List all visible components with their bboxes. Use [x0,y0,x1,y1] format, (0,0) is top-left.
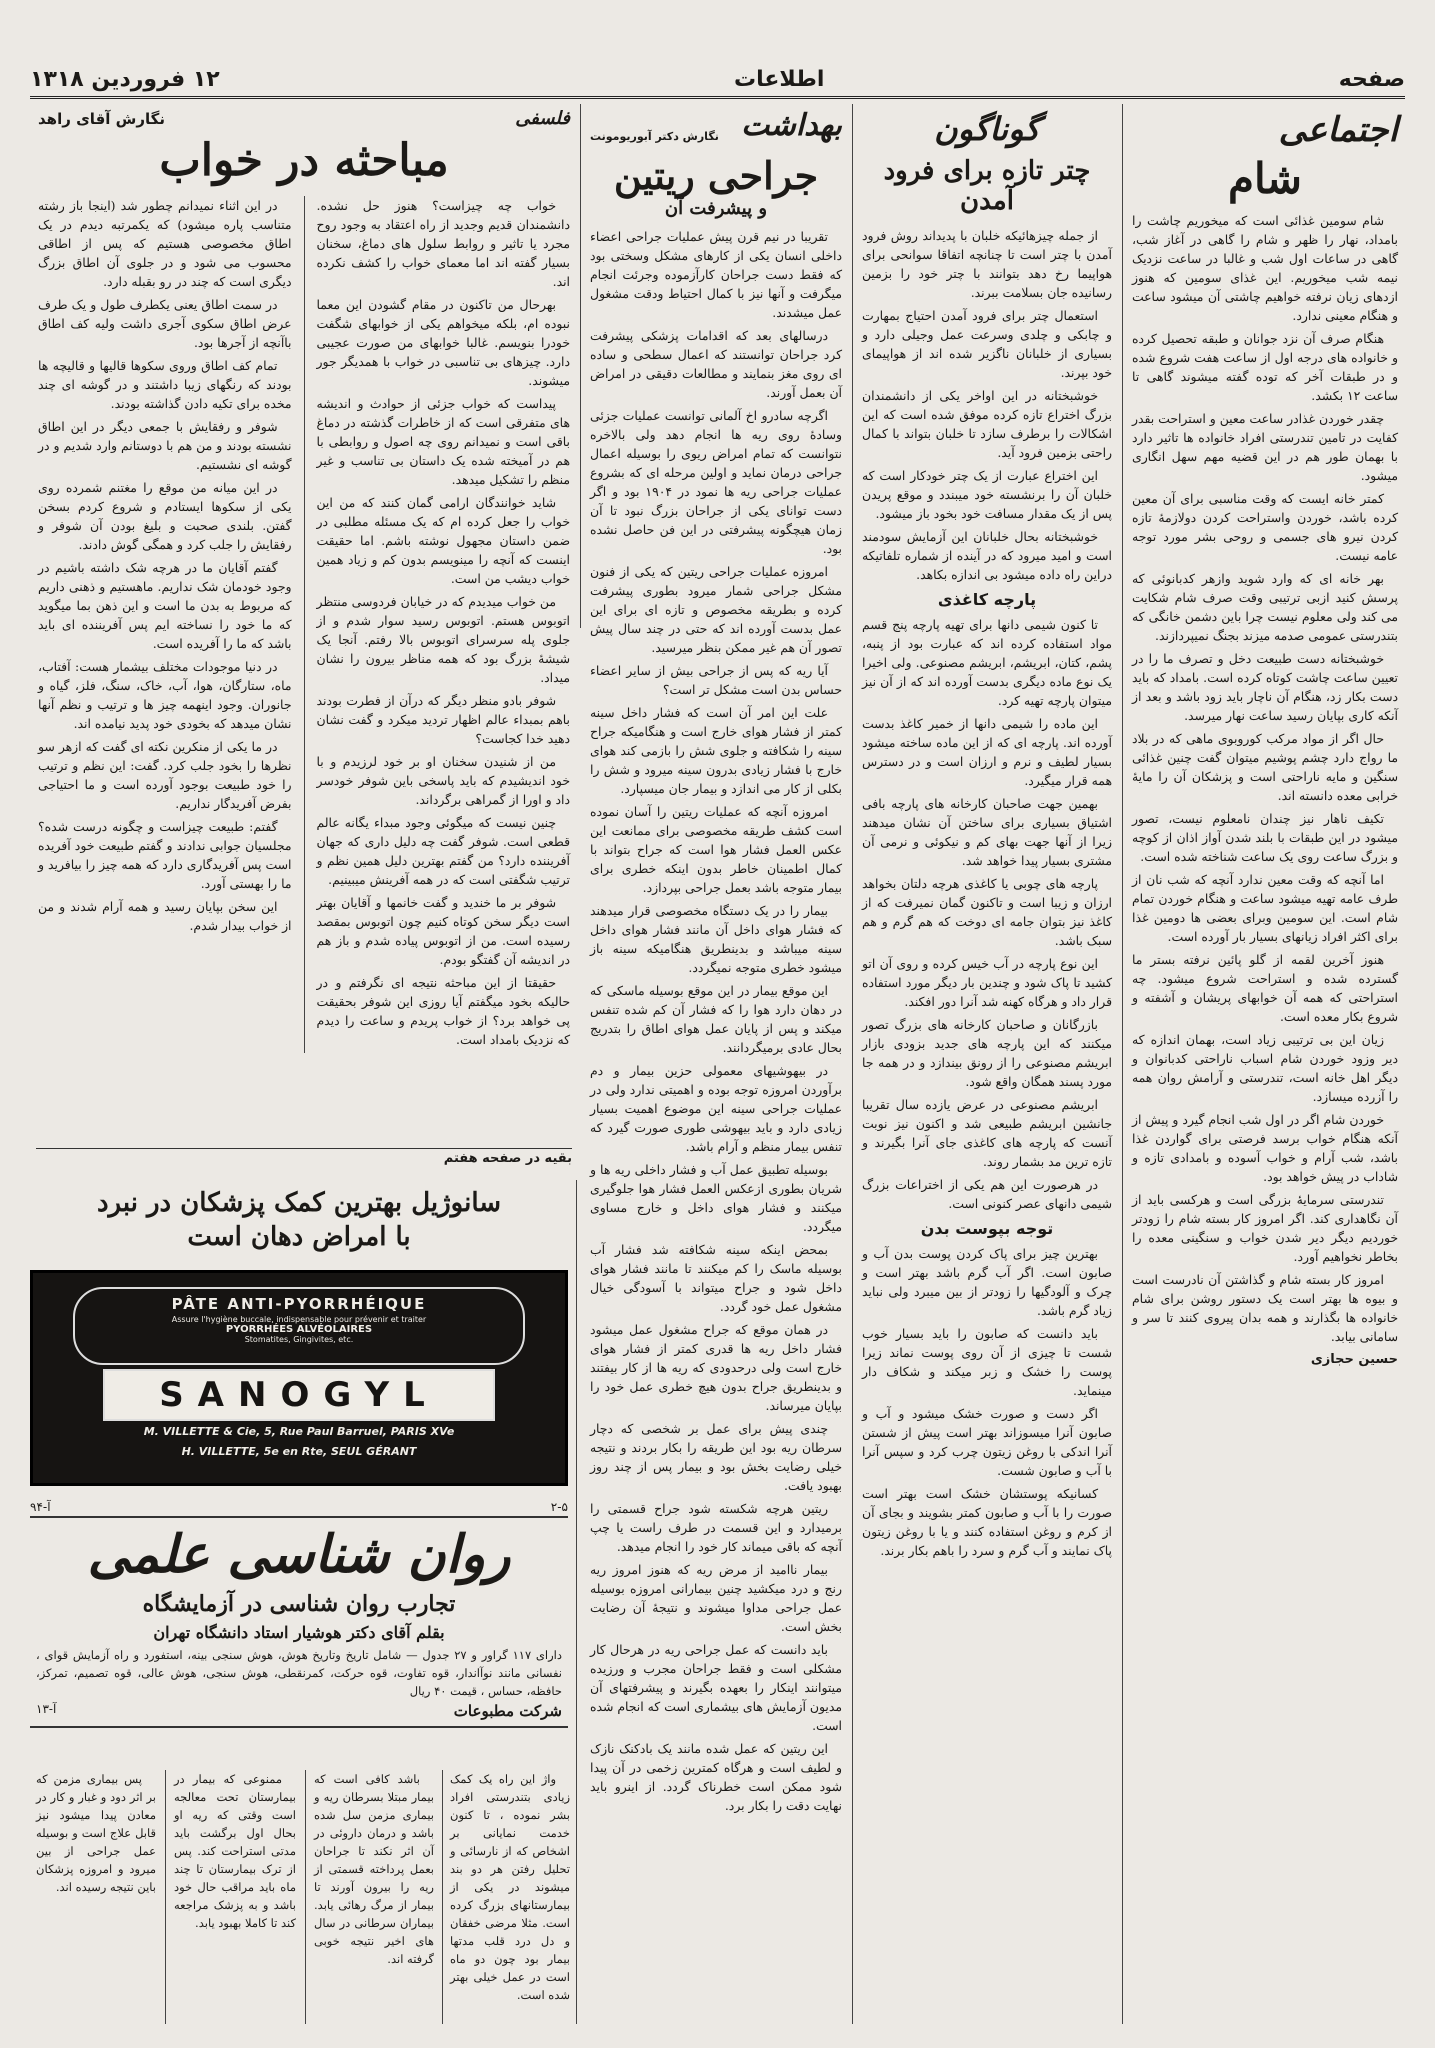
paragraph: تا کنون شیمی دانها برای تهیه پارچه پنج قسم مواد استفاده کرده اند که عبارت بود از پنبه، پشم، کتان، ابریشم، ابریشم مصنوعی. ولی اخیرا یک نوع ماده دیگری بدست آورده اند که از آن نیز میتوان پارچه تهیه کرد. [862,617,1112,708]
ad-headline-2: با امراض دهان است [187,1222,411,1252]
paragraph: بهرحال من تاکنون در مقام گشودن این معما نبوده ام، بلکه میخواهم یکی از خوابهای شگفت خودرا بنویسم. غالبا خوابهای من صورت عجیبی دارد. چیزهای بی تناسبی در خواب با همدیگر جور میشوند. [316,297,570,388]
paragraph: تندرستی سرمایهٔ بزرگی است و هرکسی باید از آن نگاهداری کند. اگر امروز کار بسته شام را زودتر خوردیم دیگر دیر شدن خواب و سنگینی معده را بخاطر نخواهیم آورد. [1132,1192,1398,1264]
paragraph: باید دانست که عمل جراحی ریه در هرحال کار مشکلی است و فقط جراحان مجرب و ورزیده میتوانند اینکار را بعهده بگیرند و پیشرفتهای آن مدیون آزمایش های بیشماری است که انجام شده است. [590,1642,842,1733]
paragraph: از جمله چیزهائیکه خلبان با پدیداند روش فرود آمدن با چتر است تا چنانچه اتفاقا سوانحی برای هواپیما رخ دهد بتوانند با چتر خود را بزمین رسانیده جان بسلامت ببرند. [862,228,1112,300]
article-signature: حسین حجازی [1310,1352,1398,1367]
article-subtitle: و پیشرفت آن [664,198,768,219]
paragraph: این موقع بیمار در این موقع بوسیله ماسکی که در دهان دارد هوا را که فشار آن کم شده تنفس میکند و پس از پایان عمل هوای اطاق را بتدریج بحال عادی برمیگردانند. [590,983,842,1055]
paragraph: بیمار ناامید از مرض ریه که هنوز امروز ریه رنج و درد میکشید چنین بیمارانی امروزه بوسیله عمل جراحی مداوا میشوند و نتیجهٔ آن رضایت بخش است. [590,1562,842,1634]
paragraph: در این اثناء نمیدانم چطور شد (اینجا باز رشته متناسب پاره میشود) که یکمرتبه دیدم در یک اطاق مخصوصی هستیم که پس از اطاقی محسوب می شود و در جلوی آن اطاق بزرگ دیگری است که چند در رو بقبله دارد. [38,198,292,289]
article-byline: نگارش دکتر آبوریومونت [590,130,719,143]
paragraph: علت این امر آن است که فشار داخل سینه کمتر از فشار هوای خارج است و هنگامیکه جراح سینه را شکافته و جلوی شش را بازمی کند هوای خارج با فشار زیادی بدرون سینه میرود و شش را بکلی از کار می اندازد و بیمار جان میسپارد. [590,705,842,796]
paragraph: ابریشم مصنوعی در عرض یازده سال تقریبا جانشین ابریشم طبیعی شد و اکنون نیز نوبت آنست که پارچه های کاغذی جای آنرا بگیرند و تازه ترین مد بشمار روند. [862,1097,1112,1169]
paragraph: حقیقتا از این مباحثه نتیجه ای نگرفتم و در حالیکه بخود میگفتم آیا روزی این شوفر بحقیقت پی خواهد برد؟ از خواب پریدم و ساعت را دیدم که نزدیک بامداد است. [316,975,570,1047]
page-label: صفحه [1338,66,1405,92]
paragraph: در سمت اطاق یعنی یکطرف طول و یک طرف عرض اطاق سکوی آجری داشت ولیه کف اطاق باآنچه از آجرها بود. [38,297,292,350]
paragraph: چنین نیست که میگوئی وجود مبداء یگانه عالم قطعی است. شوفر گفت چه دلیل داری که جهان آفریننده دارد؟ من گفتم بهترین دلیل همین نظم و ترتیب شگفتی است که در همه آفرینش میبینیم. [316,815,570,887]
paragraph: این ریتین که عمل شده مانند یک بادکنک نازک و لطیف است و هرگاه کمترین زخمی در آن پیدا شود ممکن است خطرناک گردد. از اینرو باید نهایت دقت را بکار برد. [590,1741,842,1813]
book-author: بقلم آقای دکتر هوشیار استاد دانشگاه تهران [153,1623,445,1642]
paragraph: امروزه آنچه که عملیات ریتین را آسان نموده است کشف طریقه مخصوصی برای ممانعت این عکس العمل فشار هوا است که جراح بتواند با کمال اطمینان خاطر بدون اینکه خطری برای بیمار متوجه باشد بعمل جراحی بپردازد. [590,804,842,895]
category-title: بهداشت [741,108,842,143]
paragraph: بمحض اینکه سینه شکافته شد فشار آب بوسیله ماسک را کم میکنند تا مانند فشار هوای داخل شود و جراح میتواند با آسودگی خیال مشغول عمل خود گردد. [590,1242,842,1314]
bottom-column [168,1770,302,2024]
paragraph: خوشبختانه در این اواخر یکی از دانشمندان بزرگ اختراع تازه کرده موفق شده است که این اشکالات را برطرف سازد تا خلبان بتواند با کمال راحتی بزمین فرود آید. [862,388,1112,460]
paragraph: حال اگر از مواد مرکب کوروبوی ماهی که در بلاد ما رواج دارد چشم پوشیم میتوان گفت چنین غذائی سنگین و مایه ناراحتی است و پزشکان آن را مایهٔ خرابی معده دانسته اند. [1132,731,1398,803]
paragraph: باید دانست که صابون را باید بسیار خوب شست تا چیزی از آن روی پوست نماند زیرا پوست را خشک و زبر میکند و شکاف دار مینماید. [862,1326,1112,1398]
paragraph: زیان این بی ترتیبی زیاد است، بهمان اندازه که دیر وزود خوردن شام اسباب ناراحتی کدبانوان و دیگر اهل خانه است، تندرستی و آرامش روان همه را آزرده میسازد. [1132,1032,1398,1104]
maker-line: H. VILLETTE, 5e en Rte, SEUL GÉRANT [181,1445,417,1458]
paragraph: تمام کف اطاق وروی سکوها قالیها و قالیچه ها بودند که رنگهای زیبا داشتند و در گوشه ای چند مخده برای تکیه دادن گذاشته بودند. [38,358,292,411]
paragraph: ممنوعی که بیمار در بیمارستان تحت معالجه است وقتی که ریه او بحال اول برگشت باید مدتی استراحت کند. پس از ترک بیمارستان تا چند ماه باید مراقب حال خود باشد و به پزشک مراجعه کند تا کاملا بهبود یابد. [174,1772,296,1930]
paragraph: پیداست که خواب جزئی از حوادث و اندیشه های متفرقی است که از خاطرات گذشته در دماغ باقی است و نمیدانم روی چه اصول و روابطی با هم در آمیخته شده یک داستان بی تناسب و غیر منظم را تشکیل میدهد. [316,396,570,487]
paragraph: شاید خوانندگان ارامی گمان کنند که من این خواب را جعل کرده ام که یک مسئله مطلبی در ضمن داستان مجهول نوشته باشم. اما حقیقت اینست که آنچه را مینویسم بدون کم و زیاد همین خواب دیشب من است. [316,495,570,586]
paragraph: بوسیله تطبیق عمل آب و فشار داخلی ریه ها و شریان بطوری ازعکس العمل فشار هوا جلوگیری میکنند و فشار هوای داخل و خارج مساوی میگردد. [590,1162,842,1234]
box-line: Assure l'hygiène buccale, indispensable pour prévenir et traiter [171,1315,427,1324]
box-line: Stomatites, Gingivites, etc. [244,1335,354,1344]
subsection-title: پارچه کاغذی [937,590,1037,609]
column-rule [852,104,853,2024]
column-rule [1122,104,1123,2024]
bottom-column [30,1770,162,2024]
paragraph: واژ این راه یک کمک زیادی بتندرستی افراد بشر نموده ، تا کنون خدمت نمایانی بر اشخاص که از نارسائی و تحلیل رفتن هر دو بند میشوند در یکی از بیمارستانهای بزرگ کرده است. مثلا مرضی خفقان و دل درد قلب مدتها بیمار بود چون دو ماه است در عمل خیلی بهتر شده است. [450,1772,570,2002]
paragraph: من خواب میدیدم که در خیابان فردوسی منتظر اتوبوس هستم. اتوبوس رسید سوار شدم و از جلوی پله سرسرای اتوبوس بالا رفتم. آنجا یک شیشهٔ بزرگ بود که همه مناظر بیرون را نشان میداد. [316,594,570,685]
product-box [30,1270,568,1486]
paragraph: چندی پیش برای عمل بر شخصی که دچار سرطان ریه بود این طریقه را بکار بردند و نتیجه خیلی رضایت بخش بود و بیمار پس از چند روز بهبود یافت. [590,1421,842,1493]
column-rule [304,196,305,1053]
paragraph: کمتر خانه ایست که وقت مناسبی برای آن معین کرده باشد، خوردن واستراحت کردن دولازمهٔ تازه کردن نیرو های جسمی و روحی بشر مورد توجه عامه نیست. [1132,491,1398,563]
paragraph: هنگام صرف آن نزد جوانان و طبقه تحصیل کرده و خانواده های درجه اول از ساعت هفت شروع شده و در طبقات آخر که توده گفته میشوند گاهی تا ساعت ۱۲ بکشد. [1132,331,1398,403]
paragraph: بهر خانه ای که وارد شوید وازهر کدبانوئی که پرسش کنید ازبی ترتیبی وقت صرف شام شکایت می کند ولی معلوم نیست چرا باین دشمن خانگی که بتندرستی عمومی صدمه میزند بجنگ نمیپردازند. [1132,571,1398,643]
article-body [862,226,1112,584]
paragraph: خوشبختانه دست طبیعت دخل و تصرف ما را در تعیین ساعت چاشت کوتاه کرده است. بامداد که باید دست بکار زد، هنگام آن ناچار باید زود باشد و بعد از آنکه کاری بپایان رسید ساعت نهار میرسد. [1132,651,1398,723]
ad-headline: سانوژیل بهترین کمک پزشکان در نبرد [96,1188,502,1218]
column-social [1124,104,1406,2024]
paragraph: امروزه عملیات جراحی ریتین که یکی از فنون مشکل جراحی شمار میرود بطوری پیشرفت کرده و بطریقه مخصوص و تازه ای برای این عمل بدست آورده اند که حتی در چند سال پیش تصور آن هم غیر ممکن بنظر میرسید. [590,564,842,655]
subsection-body [862,1244,1112,1560]
paragraph: اما آنچه که وقت معین ندارد آنچه که شب نان از طرف عامه تهیه میشود ساعت و هنگام خوردن تمام شام است. این سومین وبرای بعضی ها دومین غذا برای اکثر افراد زیانهای بسیار بار آورده است. [1132,872,1398,944]
column-philosophy [30,104,578,1108]
ad-code: آ-۱۳ [36,1702,57,1716]
paragraph: تکیف ناهار نیز چندان نامعلوم نیست، تصور میشود در این طبقات با بلند شدن آواز اذان از کوچه و بزرگ ساعت روی یک ساعت شناخته شده است. [1132,811,1398,864]
article-title: چتر تازه برای فرود آمدن [883,156,1091,216]
article-byline: نگارش آقای راهد [38,109,165,128]
paragraph: من از شنیدن سخنان او بر خود لرزیدم و با خود اندیشیدم که باید پاسخی باین شوفر خودسر داد و اورا از گمراهی برگرداند. [316,754,570,807]
brand-name: SANOGYL [103,1369,495,1421]
article-body [1132,211,1398,1346]
paragraph: اگر دست و صورت خشک میشود و آب و صابون آنرا میسوزاند بهتر است پیش از شستن آنرا اندکی با روغن زیتون چرب کرد و سپس آنرا با آب و صابون شست. [862,1406,1112,1478]
column-miscellany [854,104,1120,2024]
column-rule [165,1770,166,2024]
book-subtitle: تجارب روان شناسی در آزمایشگاه [142,1591,456,1617]
paragraph: پارچه های چوبی یا کاغذی هرچه دلتان بخواهد ارزان و زیبا است و تاکنون گمان نمیرفت که از کاغذ نیز بتوان جامه ای دوخت که هم گرم و هم سبک باشد. [862,876,1112,948]
paragraph: شوفر و رفقایش با جمعی دیگر در این اطاق نشسته بودند و من هم با دوستانم وارد شدیم و در گوشه ای نشستیم. [38,419,292,472]
paragraph: شوفر بر ما خندید و گفت خانمها و آقایان بهتر است دیگر سخن کوتاه کنیم چون اتوبوس بمقصد رسیده است. من از اتوبوس پیاده شدم و باز هم در اندیشه آن گفتگو بودم. [316,895,570,967]
paragraph: گفتم آقایان ما در هرچه شک داشته باشیم در وجود خودمان شک نداریم. ماهستیم و ذهنی داریم که مربوط به بدن ما است و این ذهن بما میگوید که ما خود را نساخته ایم پس آفریننده ای باید باشد که ما را آفریده است. [38,560,292,651]
column-rule [442,1770,443,2024]
paragraph: در این میانه من موقع را مغتنم شمرده روی یکی از سکوها ایستادم و شروع کردم بسخن گفتن. بلندی صحبت و بلیغ بودن آن شوفر و رفقایش را جلب کرد و همگی گوش دادند. [38,480,292,552]
bottom-column [308,1770,440,2024]
article-body-right [317,196,571,1053]
paragraph: استعمال چتر برای فرود آمدن احتیاج بمهارت و چابکی و چلدی وسرعت عمل وجیلی دارد و بسیاری از خلبانان ناگزیر شده اند از هواپیمای خود بپرند. [862,308,1112,380]
subsection-title: توجه بپوست بدن [920,1219,1054,1238]
paragraph: خوردن شام اگر در اول شب انجام گیرد و پیش از آنکه هنگام خواب برسد فرصتی برای گواردن غذا باشد، شب آرام و خواب آسوده و بامدادی تازه و شاداب در پیش خواهد بود. [1132,1112,1398,1184]
paragraph: اگرچه سادرو اخ آلمانی توانست عملیات جزئی وسادهٔ روی ریه ها انجام دهد ولی بالاخره نتوانست که تمام امراض ریوی را بوسیله اعمال جراحی درمان نماید و اولین مرحله ای که بشروع عملیات جراحی ریه ها نمود در ۱۹۰۴ بود و اگر دست توانای یکی از جراحان بزرگ نبود تا آن زمان هیچگونه پیشرفتی در این فن حاصل نشده بود. [590,408,842,556]
paragraph: درسالهای بعد که اقدامات پزشکی پیشرفت کرد جراحان توانستند که اعمال سطحی و ساده ای روی مغز بنمایند و مطالعات دقیقی در امراض آن بعمل آورند. [590,328,842,400]
subsection-body [862,615,1112,1213]
sanogyl-ad [30,1180,568,1720]
issue-date: ۱۲ فروردین ۱۳۱۸ [30,66,220,92]
paragraph: در بیهوشیهای معمولی حزین بیمار و دم برآوردن امروزه توجه بوده و اهمیتی ندارد ولی در عملیات جراحی سینه این موضوع اهمیت بسیار زیادی دارد و باید بیهوشی طوری صورت گیرد که تنفس بیمار منظم و آرام باشد. [590,1063,842,1154]
paragraph: هنوز آخرین لقمه از گلو پائین نرفته بستر ما گسترده شده و استراحت شروع میشود. چه استراحتی که همه آن خوابهای پریشان و آشفته و شروع بکار معده است. [1132,952,1398,1024]
paragraph: این نوع پارچه در آب خیس کرده و روی آن اتو کشید تا پاک شود و چندین بار دیگر مورد استفاده قرار داد و هرگاه کهنه شد آنرا دور افکند. [862,956,1112,1009]
category-title: اجتماعی [1278,110,1398,150]
paragraph: این سخن بپایان رسید و همه آرام شدند و من از خواب بیدار شدم. [38,899,292,933]
paragraph: بهمین جهت صاحبان کارخانه های پارچه بافی اشتیاق بسیاری برای ساختن آن نشان میدهند زیرا از آنها جهت بهای کم و نیکوئی و نرمی آن مشتری بسیار پیدا خواهد شد. [862,796,1112,868]
paragraph: در هرصورت این هم یکی از اختراعات بزرگ شیمی دانهای عصر کنونی است. [862,1177,1112,1211]
paragraph: خوشبختانه بحال خلبانان این آزمایش سودمند است و امید میرود که در آینده از شماره تلفاتیکه دراین راه داده میشود بی اندازه بکاهد. [862,529,1112,582]
paragraph: تقریبا در نیم قرن پیش عملیات جراحی اعضاء داخلی انسان یکی از کارهای مشکل وسختی بود که فقط دست جراحان کارآزموده وجرئت انجام میگرفت و آنها نیز با کمال احتیاط ودقت مشغول عمل میشدند. [590,229,842,320]
category-title: گوناگون [934,110,1040,148]
paragraph: آیا ریه که پس از جراحی بیش از سایر اعضاء حساس بدن است مشکل تر است؟ [590,663,842,697]
box-line: PYORRHÉES ALVÉOLAIRES [225,1324,373,1335]
paragraph: بیمار را در یک دستگاه مخصوصی قرار میدهند که فشار هوای داخل آن مانند فشار هوای داخل سینه میباشد و بدینطریق هنگامیکه سینه باز میشود خطری متوجه نمیگردد. [590,903,842,975]
paragraph: گفتم: طبیعت چیزاست و چگونه درست شده؟ مجلسیان جوابی ندادند و گفتم طبیعت خود آفریده است پس آفریدگاری دارد که همه چیز را بیافرید و ما را بهستی آورد. [38,819,292,891]
paragraph: پس بیماری مزمن که بر اثر دود و غبار و کار در معادن پیدا میشود نیز قابل علاج است و بوسیله عمل جراحی از بین میرود و امروزه پزشکان باین نتیجه رسیده اند. [36,1772,156,1894]
paragraph: بازرگانان و صاحبان کارخانه های بزرگ تصور میکنند که این پارچه های جدید بزودی بازار ابریشم مصنوعی را از رونق بیندازد و در همه جا مورد پسند همگان واقع شود. [862,1017,1112,1089]
paragraph: باشد کافی است که بیمار مبتلا بسرطان ریه و بیماری مزمن سل شده باشد و درمان داروئی در آن اثر نکند تا جراحان بعمل پرداخته قسمتی از ریه را بیرون آورند تا بیمار از مرگ رهائی یابد. بیماران سرطانی در سال های اخیر نتیجه خوبی گرفته اند. [314,1772,434,1966]
paragraph: این اختراع عبارت از یک چتر خودکار است که خلبان آن را برنشسته خود میبندد و موقع پریدن پس از یک مقدار مسافت خود بخود باز میشود. [862,468,1112,521]
paragraph: کسانیکه پوستشان خشک است بهتر است صورت را با آب و صابون کمتر بشویند و بجای آن از کرم و روغن استفاده کنند و یا با روغن زیتون پاک نمایند و آب گرم و سرد را باهم بکار برند. [862,1486,1112,1558]
book-details: دارای ۱۱۷ گراور و ۲۷ جدول — شامل تاریخ وتاریخ هوش، هوش سنجی بینه، استفورد و راه آزمایش قوای ، نفسانی مانند نوآاندار، قوه تفاوت، قوه حرکت، کمرنقطی، هوش سنجی، هوش عالی، قوه تصمیم، تمرکز، حافظه، حساس ، قیمت ۴۰ ریال [36,1648,562,1698]
continued-note: بقیه در صفحه هفتم [36,1148,572,1166]
paragraph: شوفر بادو منظر دیگر که درآن از فطرت بودند باهم بمبداء عالم اظهار تردید میکرد و گفت نشان دهید خدا کجاست؟ [316,693,570,746]
paragraph: ریتین هرچه شکسته شود جراح قسمتی را برمیدارد و این قسمت در طرف راست یا چپ آنچه که باقی میماند کار خود را انجام میدهد. [590,1501,842,1554]
book-publisher: شرکت مطبوعات [453,1702,562,1720]
article-title: مباحثه در خواب [159,135,449,186]
paragraph: شام سومین غذائی است که میخوریم چاشت را بامداد، نهار را ظهر و شام را گاهی در آغاز شب، گاهی در ساعات اول شب و غالبا در ساعت نزدیک نیمه شب میخوریم. این غذای سومین که هنوز ازدهای زیان نرفته خواهیم چاشتی آن میشود ساعت و هنگام معینی ندارد. [1132,213,1398,323]
ad-code: آ-۹۴ [30,1500,51,1514]
paragraph: بهترین چیز برای پاک کردن پوست بدن آب و صابون است. اگر آب گرم باشد بهتر است و چرک و آلودگیها را زودتر از بین میبرد ولی نباید زیاد گرم باشد. [862,1246,1112,1318]
article-body [590,227,842,1815]
column-rule [580,104,581,628]
column-rule [576,1180,577,2024]
bottom-column [444,1770,576,2024]
article-title: شام [1228,154,1302,203]
category-title: فلسفی [515,108,570,129]
paragraph: در ما یکی از منکرین نکته ای گفت که ازهر سو نظرها را بخود جلب کرد. گفت: این نظم و ترتیب را خود طبیعت بوجود آورده است و ما احتیاجی بفرض آفریدگار نداریم. [38,739,292,811]
paragraph: امروز کار بسته شام و گذاشتن آن نادرست است و بیوه ها بهتر است یک دستور روشن برای شام خانواده ها بگذارند و همه بدان پیروی کنند تا سر و سامانی بیابد. [1132,1272,1398,1344]
paragraph: این ماده را شیمی دانها از خمیر کاغذ بدست آورده اند. پارچه ای که از این ماده ساخته میشود بسیار لطیف و نرم و ارزان است و در دسترس همه قرار میگیرد. [862,716,1112,788]
paragraph: چقدر خوردن غذادر ساعت معین و استراحت بقدر کفایت در تامین تندرستی افراد خانواده ها تاثیر دارد با بهمان طور هم در این قضیه مهم سهل انگاری میشود. [1132,411,1398,483]
article-title: جراحی ریتین [613,153,819,198]
book-title: روان شناسی علمی [87,1524,511,1585]
book-ad [30,1518,568,1720]
article-body-left [38,196,292,1053]
box-line: PÂTE ANTI-PYORRHÉIQUE [171,1295,427,1313]
column-health [582,104,850,2024]
maker-line: M. VILLETTE & Cie, 5, Rue Paul Barruel, PARIS XVe [143,1425,455,1438]
paper-name: اطلاعات [734,66,825,92]
page-header [30,62,1405,99]
paragraph: در دنیا موجودات مختلف بیشمار هست: آفتاب، ماه، ستارگان، هوا، آب، خاک، سنگ، فلز، گیاه و جانوران. وجود اینهمه چیز ها و ترتیب و نظم آنها نشان میدهد که بخودی خود پدید نیامده اند. [38,659,292,731]
column-rule [305,1770,306,2024]
paragraph: در همان موقع که جراح مشغول عمل میشود فشار داخل ریه ها قدری کمتر از فشار هوای خارج است ولی درحدودی که ریه ها از کار بیفتند و بدینطریق جراح بدون هیچ خطری عمل خود را بپایان میرساند. [590,1322,842,1413]
ad-code: ۲-۵ [550,1500,568,1514]
paragraph: خواب چه چیزاست؟ هنوز حل نشده. دانشمندان قدیم وجدید از راه اعتقاد به وجود روح مجرد یا تاثیر و روابط سلول های دماغ، سخنان بسیار گفته اند اما معمای خواب را کشف نکرده اند. [316,198,570,289]
